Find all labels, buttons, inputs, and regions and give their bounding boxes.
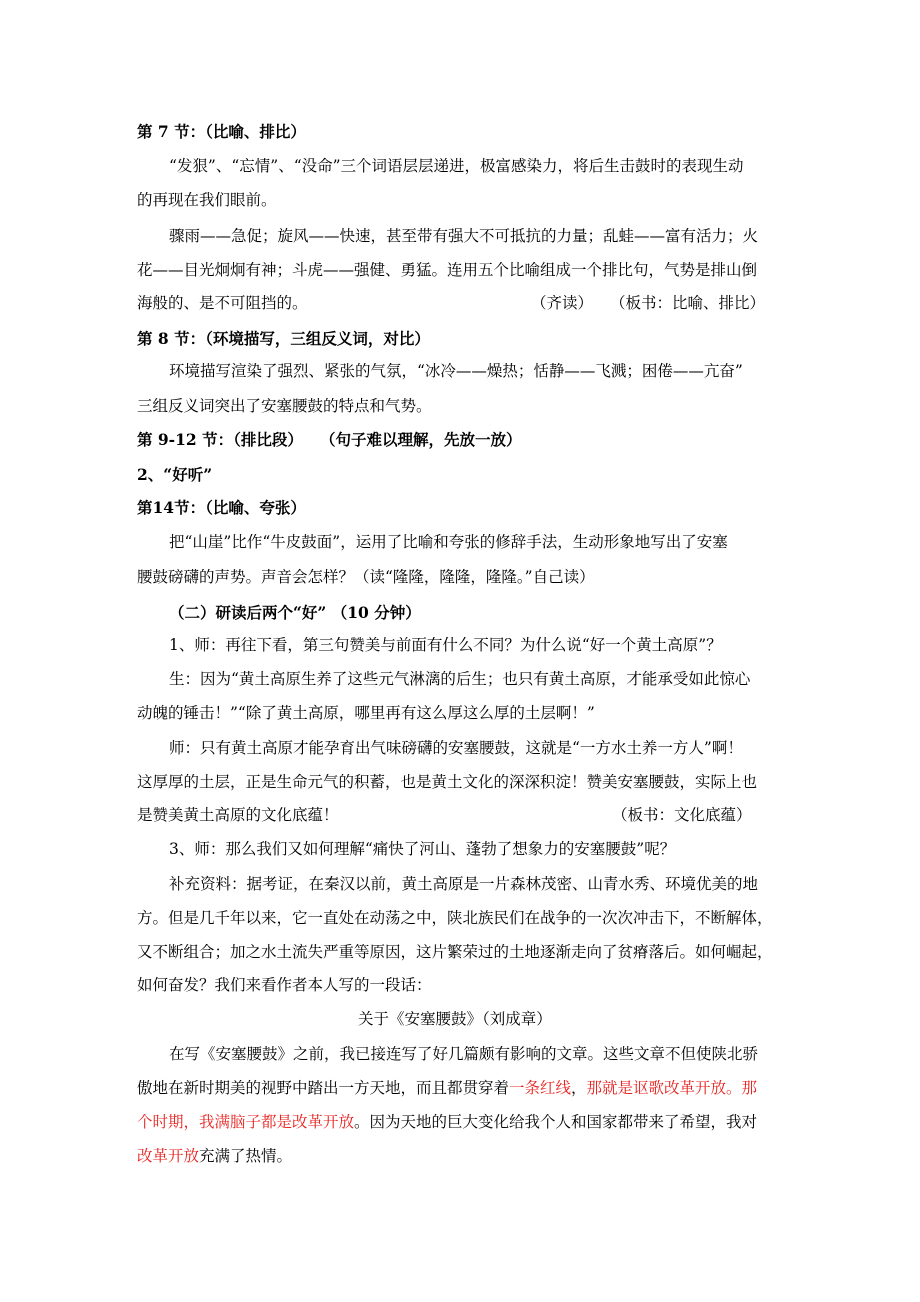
paragraph-line: [0, 834, 920, 865]
highlight-text: 改革开放: [137, 1147, 200, 1165]
section-14-heading-text: 第14节：（比喻、夸张）: [137, 498, 306, 517]
excerpt-text: 充满了热情。: [199, 1147, 293, 1165]
supplement-text: 方。但是几千年以来，它一直处在动荡之中，陕北族民们在战争的一次次冲击下，不断解体，: [137, 909, 773, 927]
section-14-heading: [0, 492, 920, 523]
paragraph-line: [0, 527, 920, 558]
paragraph-line: [0, 767, 920, 798]
paragraph-line: [0, 288, 920, 319]
supplement-text: 又不断组合；加之水土流失严重等原因，这片繁荣过的土地逐渐走向了贫瘠落后。如何崛起，: [137, 943, 773, 961]
student-answer-text: 生：因为“黄土高原生养了这些元气淋漓的后生；也只有黄土高原，才能承受如此惊心: [169, 670, 751, 688]
paragraph-line: [0, 1141, 920, 1172]
excerpt-text: 傲地在新时期美的视野中踏出一方天地，而且都贯穿着: [137, 1079, 510, 1097]
paragraph-text: 把“山崖”比作“牛皮鼓面”，运用了比喻和夸张的修辞手法，生动形象地写出了安塞: [169, 533, 728, 551]
section-8-heading: [0, 323, 920, 354]
paragraph-line: [0, 221, 920, 252]
excerpt-line: [137, 1107, 757, 1138]
supplement-text: 如何奋发？我们来看作者本人写的一段话：: [137, 976, 432, 994]
teacher-text: 这厚厚的土层，正是生命元气的积蓄，也是黄土文化的深深积淀！赞美安塞腰鼓，实际上也: [137, 773, 758, 791]
paragraph-line: [0, 800, 920, 831]
excerpt-title: [0, 1004, 920, 1035]
paragraph-line: [0, 698, 920, 729]
section-7-heading: [0, 116, 920, 147]
section-9-12-heading: [0, 424, 920, 455]
excerpt-text: 在写《安塞腰鼓》之前，我已接连写了好几篇颇有影响的文章。这些文章不但使陕北骄: [169, 1045, 759, 1063]
paragraph-line: [0, 356, 920, 387]
highlight-text: 个时期，我满脑子都是改革开放: [137, 1113, 355, 1131]
paragraph-line: [0, 630, 920, 661]
paragraph-text: 花——目光炯炯有神；斗虎——强健、勇猛。连用五个比喻组成一个排比句，气势是排山倒: [137, 261, 758, 279]
paragraph-text: 骤雨——急促；旋风——快速，甚至带有强大不可抵抗的力量；乱蛙——富有活力；火: [169, 227, 759, 245]
paragraph-line: [0, 151, 920, 182]
paragraph-text: 环境描写渲染了强烈、紧张的气氛，“冰冷——燥热；恬静——飞溅；困倦——亢奋”: [169, 362, 743, 380]
paragraph-text: 三组反义词突出了安塞腰鼓的特点和气势。: [137, 397, 432, 415]
section-9-12-note: （句子难以理解，先放一放）: [320, 430, 522, 449]
teacher-text: 师：只有黄土高原才能孕育出气味磅礴的安塞腰鼓，这就是“一方水土养一方人”啊！: [169, 739, 743, 757]
paragraph-line: [0, 970, 920, 1001]
paragraph-text: “发狠”、“忘情”、“没命”三个词语层层递进，极富感染力，将后生击鼓时的表现生动: [169, 157, 744, 175]
paragraph-line: [0, 1039, 920, 1070]
paragraph-line: [0, 733, 920, 764]
paragraph-line: [0, 185, 920, 216]
question-text: 3、师：那么我们又如何理解“痛快了河山、蓬勃了想象力的安塞腰鼓”呢？: [169, 840, 676, 858]
excerpt-text: ，: [571, 1079, 587, 1097]
paragraph-line: [0, 869, 920, 900]
excerpt-text: 。因为天地的巨大变化给我个人和国家都带来了希望，我对: [354, 1113, 758, 1131]
paragraph-text: 海般的、是不可阻挡的。: [137, 294, 308, 312]
excerpt-line: [137, 1141, 292, 1172]
section-7-heading-text: 第 7 节：（比喻、排比）: [137, 122, 306, 141]
section-9-12-heading-text: 第 9-12 节：（排比段）: [137, 430, 303, 449]
part-2-heading: [0, 597, 920, 628]
teacher-text: 是赞美黄土高原的文化底蕴！: [137, 806, 339, 824]
student-answer-text: 动魄的锤击！”“除了黄土高原，哪里再有这么厚这么厚的土层啊！”: [137, 704, 595, 722]
subsection-heading-text: 2、“好听”: [137, 465, 213, 484]
reading-note: （齐读）: [531, 294, 594, 312]
section-8-heading-text: 第 8 节：（环境描写，三组反义词，对比）: [137, 329, 430, 348]
excerpt-line: [137, 1073, 757, 1104]
paragraph-line: [0, 664, 920, 695]
board-note: （板书：文化底蕴）: [612, 806, 752, 824]
paragraph-line: [0, 255, 920, 286]
highlight-text: 一条红线: [509, 1079, 572, 1097]
question-text: 1、师：再往下看，第三句赞美与前面有什么不同？为什么说“好一个黄土高原”？: [169, 636, 722, 654]
excerpt-title-text: 关于《安塞腰鼓》（刘成章）: [358, 1010, 552, 1028]
board-note: （板书：比喻、排比）: [610, 294, 766, 312]
paragraph-line: [0, 937, 920, 968]
highlight-text: 那就是讴歌改革开放。那: [586, 1079, 758, 1097]
supplement-text: 补充资料：据考证，在秦汉以前，黄土高原是一片森林茂密、山青水秀、环境优美的地: [169, 875, 759, 893]
subsection-heading: [0, 459, 920, 490]
paragraph-text: 的再现在我们眼前。: [137, 191, 277, 209]
paragraph-line: [0, 562, 920, 593]
paragraph-line: [0, 903, 920, 934]
paragraph-line: [0, 1073, 920, 1104]
part-2-heading-text: （二）研读后两个“好” （10 分钟）: [169, 603, 421, 622]
paragraph-line: [0, 391, 920, 422]
paragraph-line: [0, 1107, 920, 1138]
paragraph-text: 腰鼓磅礴的声势。声音会怎样？（读“隆隆，隆隆，隆隆。”自己读）: [137, 568, 595, 586]
